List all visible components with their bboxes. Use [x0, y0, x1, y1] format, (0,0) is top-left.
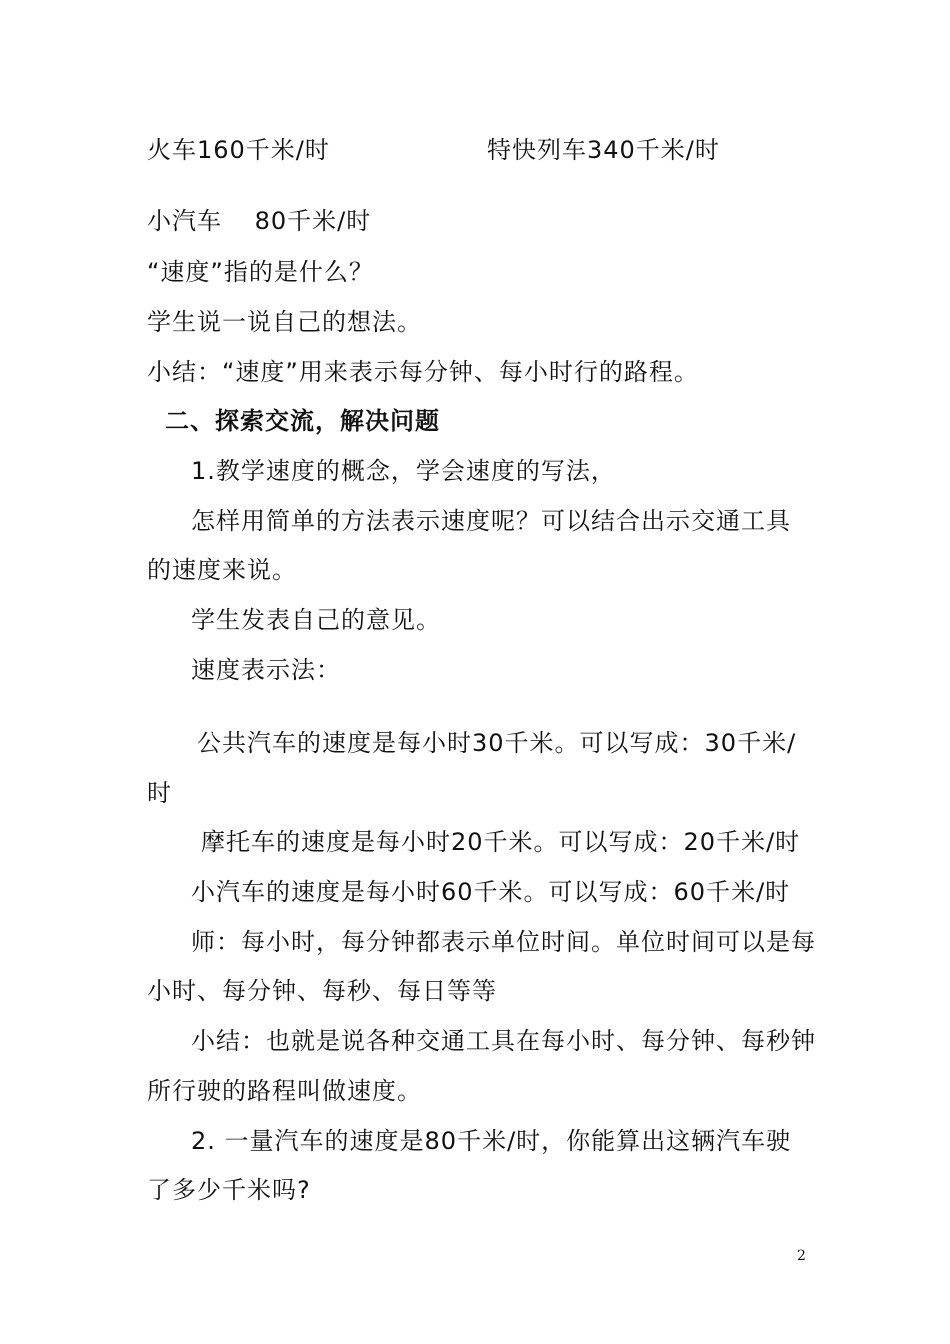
how-question-line-2: 的速度来说。 — [147, 556, 297, 584]
speed-express-train: 特快列车340千米/时 — [487, 136, 720, 164]
question-speed: “速度”指的是什么？ — [147, 258, 374, 286]
item-2-line-2: 了多少千米吗? — [147, 1176, 311, 1204]
students-opinion: 学生发表自己的意见。 — [191, 606, 441, 634]
summary-2-line-1: 小结：也就是说各种交通工具在每小时、每分钟、每秒钟 — [191, 1027, 816, 1055]
teacher-note-line-2: 小时、每分钟、每秒、每日等等 — [147, 977, 497, 1005]
bus-speed-line-1: 公共汽车的速度是每小时30千米。可以写成：30千米/ — [197, 729, 797, 757]
motorcycle-speed: 摩托车的速度是每小时20千米。可以写成：20千米/时 — [201, 828, 801, 856]
bus-speed-line-2: 时 — [147, 779, 172, 807]
how-question-line-1: 怎样用简单的方法表示速度呢？可以结合出示交通工具 — [191, 507, 791, 535]
speed-train: 火车160千米/时 — [147, 136, 330, 164]
section-heading-2: 二、探索交流，解决问题 — [165, 407, 440, 435]
car-speed: 小汽车的速度是每小时60千米。可以写成：60千米/时 — [191, 878, 791, 906]
speed-car: 小汽车 80千米/时 — [147, 207, 372, 235]
teacher-note-line-1: 师：每小时，每分钟都表示单位时间。单位时间可以是每 — [191, 928, 816, 956]
speed-notation-label: 速度表示法： — [191, 656, 341, 684]
item-1-title: 1.教学速度的概念，学会速度的写法， — [191, 457, 616, 485]
page-number: 2 — [797, 1248, 806, 1264]
summary-speed: 小结：“速度”用来表示每分钟、每小时行的路程。 — [147, 358, 699, 386]
students-share-ideas: 学生说一说自己的想法。 — [147, 308, 422, 336]
summary-2-line-2: 所行驶的路程叫做速度。 — [147, 1077, 422, 1105]
item-2-line-1: 2. 一量汽车的速度是80千米/时，你能算出这辆汽车驶 — [191, 1127, 792, 1155]
